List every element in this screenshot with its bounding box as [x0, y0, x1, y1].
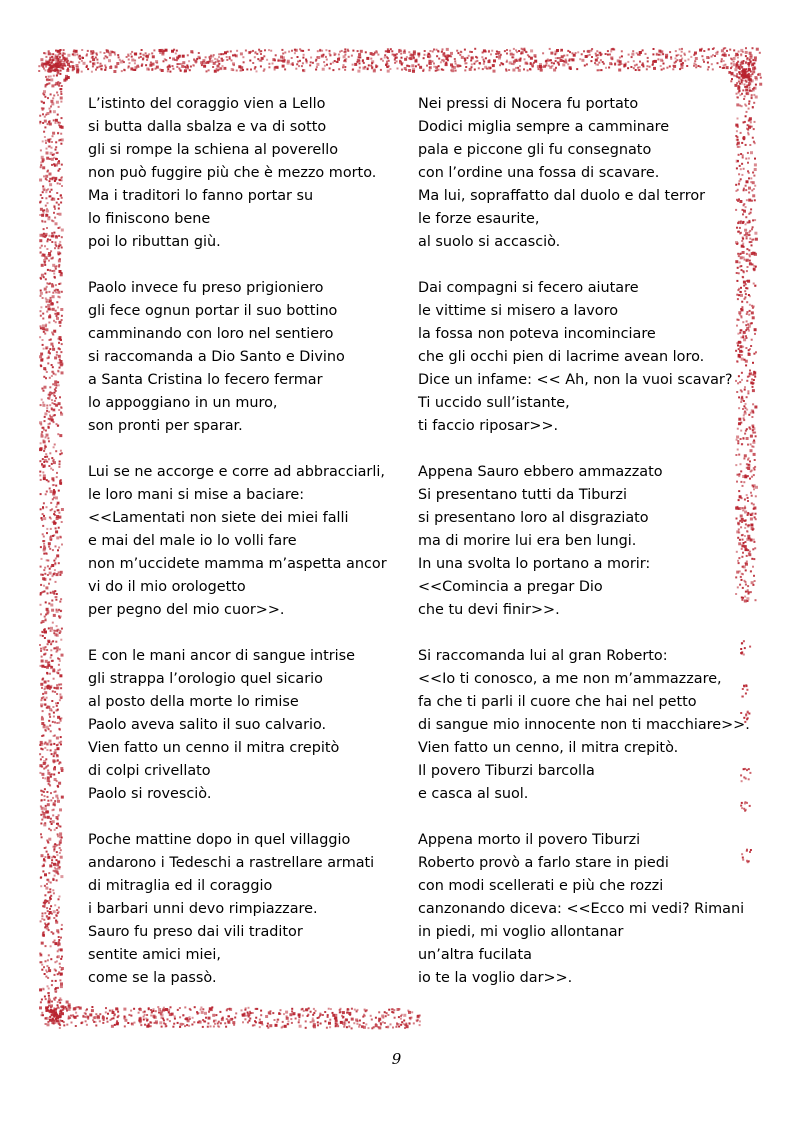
verse-line: in piedi, mi voglio allontanar — [418, 924, 624, 940]
verse-line: Ma lui, sopraffatto dal duolo e dal terror — [418, 188, 706, 204]
verse-line: la fossa non poteva incominciare — [418, 326, 656, 342]
verse-line: con modi scellerati e più che rozzi — [418, 878, 664, 894]
verse-line: Nei pressi di Nocera fu portato — [418, 96, 639, 112]
verse-line: Dodici miglia sempre a camminare — [418, 119, 670, 135]
verse-line: Lui se ne accorge e corre ad abbracciarli, — [88, 464, 385, 480]
verse-line: Ti uccido sull’istante, — [418, 395, 570, 411]
verse-line: Si presentano tutti da Tiburzi — [418, 487, 627, 503]
verse-line: un’altra fucilata — [418, 947, 532, 963]
verse-line: Roberto provò a farlo stare in piedi — [418, 855, 669, 871]
verse-line: io te la voglio dar>>. — [418, 970, 573, 986]
verse-line: di mitraglia ed il coraggio — [88, 878, 273, 894]
stanza — [418, 461, 750, 622]
verse-line: i barbari unni devo rimpiazzare. — [88, 901, 318, 917]
verse-line: e mai del male io lo volli fare — [88, 533, 297, 549]
verse-line: si raccomanda a Dio Santo e Divino — [88, 349, 345, 365]
verse-line: son pronti per sparar. — [88, 418, 243, 434]
verse-line: che tu devi finir>>. — [418, 602, 560, 618]
verse-line: gli si rompe la schiena al poverello — [88, 142, 339, 158]
verse-line: Dai compagni si fecero aiutare — [418, 280, 639, 296]
verse-line: canzonando diceva: <<Ecco mi vedi? Rimani — [418, 901, 745, 917]
verse-line: non m’uccidete mamma m’aspetta ancor — [88, 556, 387, 572]
verse-line: Paolo aveva salito il suo calvario. — [88, 717, 327, 733]
verse-line: le forze esaurite, — [418, 211, 540, 227]
verse-line: le loro mani si mise a baciare: — [88, 487, 305, 503]
verse-line: come se la passò. — [88, 970, 217, 986]
verse-line: al suolo si accasciò. — [418, 234, 561, 250]
verse-line: per pegno del mio cuor>>. — [88, 602, 285, 618]
verse-line: al posto della morte lo rimise — [88, 694, 299, 710]
verse-line: Si raccomanda lui al gran Roberto: — [418, 648, 668, 664]
verse-line: sentite amici miei, — [88, 947, 221, 963]
verse-line: andarono i Tedeschi a rastrellare armati — [88, 855, 375, 871]
verse-line: poi lo ributtan giù. — [88, 234, 221, 250]
verse-line: Dice un infame: << Ah, non la vuoi scavar? — [418, 372, 733, 388]
verse-line: <<Lamentati non siete dei miei falli — [88, 510, 349, 526]
verse-line: fa che ti parli il cuore che hai nel petto — [418, 694, 697, 710]
verse-line: non può fuggire più che è mezzo morto. — [88, 165, 377, 181]
stanza — [418, 645, 750, 806]
verse-line: Il povero Tiburzi barcolla — [418, 763, 595, 779]
stanza — [88, 645, 387, 806]
stanza — [418, 93, 750, 254]
verse-line: che gli occhi pien di lacrime avean loro. — [418, 349, 705, 365]
verse-line: lo appoggiano in un muro, — [88, 395, 278, 411]
stanza — [418, 829, 750, 990]
verse-line: Ma i traditori lo fanno portar su — [88, 188, 314, 204]
verse-line: le vittime si misero a lavoro — [418, 303, 619, 319]
verse-line: gli fece ognun portar il suo bottino — [88, 303, 338, 319]
stanza — [88, 277, 387, 438]
verse-line: e casca al suol. — [418, 786, 529, 802]
verse-line: <<Io ti conosco, a me non m’ammazzare, — [418, 671, 722, 687]
page-number: 9 — [391, 1050, 402, 1068]
verse-line: di colpi crivellato — [88, 763, 211, 779]
right-poem-column — [418, 93, 750, 1013]
verse-line: Paolo invece fu preso prigioniero — [88, 280, 324, 296]
stanza — [88, 461, 387, 622]
verse-line: Sauro fu preso dai vili traditor — [88, 924, 303, 940]
verse-line: Vien fatto un cenno, il mitra crepitò. — [418, 740, 679, 756]
stanza — [88, 829, 387, 990]
verse-line: ti faccio riposar>>. — [418, 418, 559, 434]
stanza — [418, 277, 750, 438]
verse-line: camminando con loro nel sentiero — [88, 326, 334, 342]
verse-line: di sangue mio innocente non ti macchiare>>. — [418, 717, 750, 733]
verse-line: si butta dalla sbalza e va di sotto — [88, 119, 327, 135]
verse-line: Paolo si rovesciò. — [88, 786, 212, 802]
verse-line: lo finiscono bene — [88, 211, 211, 227]
verse-line: pala e piccone gli fu consegnato — [418, 142, 652, 158]
verse-line: L’istinto del coraggio vien a Lello — [88, 96, 326, 112]
verse-line: vi do il mio orologetto — [88, 579, 246, 595]
left-poem-column — [88, 93, 387, 1013]
verse-line: Vien fatto un cenno il mitra crepitò — [88, 740, 340, 756]
verse-line: a Santa Cristina lo fecero fermar — [88, 372, 323, 388]
verse-line: <<Comincia a pregar Dio — [418, 579, 603, 595]
verse-line: ma di morire lui era ben lungi. — [418, 533, 637, 549]
verse-line: Appena morto il povero Tiburzi — [418, 832, 641, 848]
verse-line: con l’ordine una fossa di scavare. — [418, 165, 660, 181]
verse-line: Poche mattine dopo in quel villaggio — [88, 832, 351, 848]
verse-line: E con le mani ancor di sangue intrise — [88, 648, 356, 664]
verse-line: gli strappa l’orologio quel sicario — [88, 671, 323, 687]
verse-line: si presentano loro al disgraziato — [418, 510, 649, 526]
verse-line: In una svolta lo portano a morir: — [418, 556, 651, 572]
verse-line: Appena Sauro ebbero ammazzato — [418, 464, 663, 480]
stanza — [88, 93, 387, 254]
